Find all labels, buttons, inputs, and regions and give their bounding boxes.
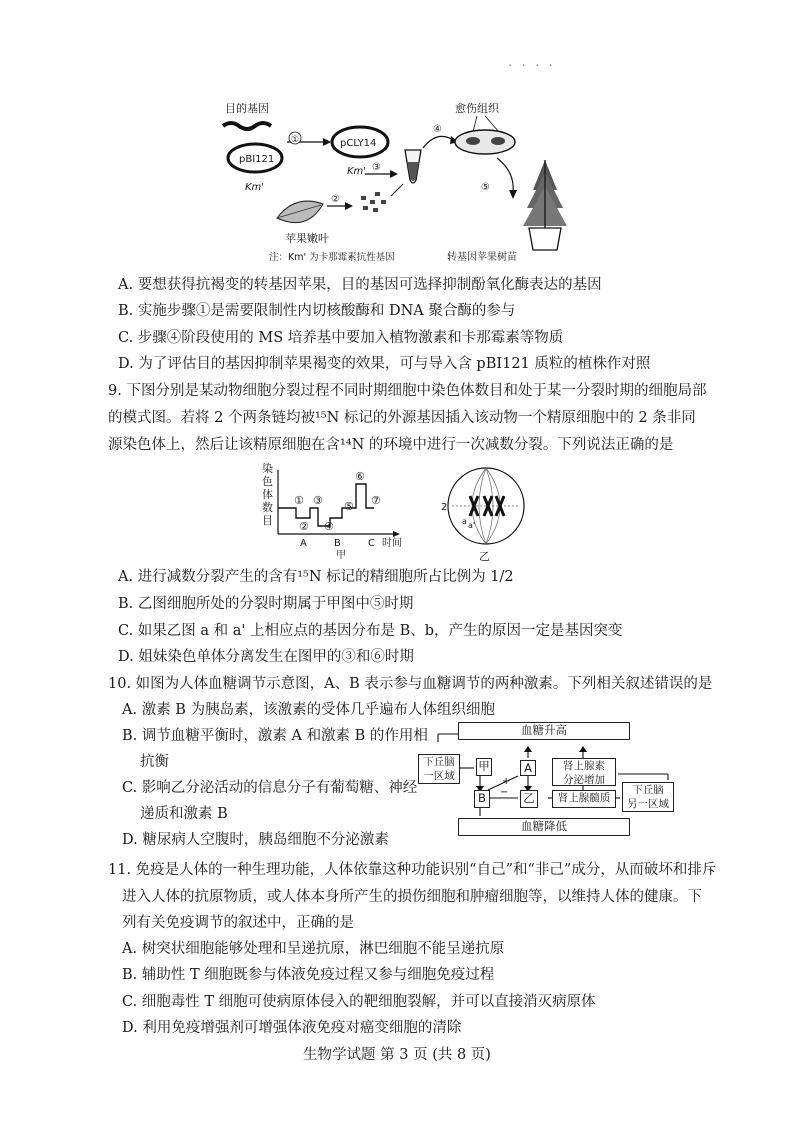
glucose-rise-box: 血糖升高 — [458, 722, 630, 740]
marker-6: ⑥ — [355, 470, 365, 483]
marker-3: ③ — [313, 494, 323, 507]
marker-2: ② — [299, 520, 309, 533]
figure-note: 注：Km' 为卡那霉素抗性基因 — [269, 252, 395, 263]
plasmid1-label: pBI121 — [239, 154, 275, 165]
gene-strand-icon — [223, 123, 271, 129]
cell-yi-box: 乙 — [520, 790, 538, 808]
q9-stem-line1: 9. 下图分别是某动物细胞分裂过程不同时期细胞中染色体数目和处于某一分裂时期的细胞局部 — [108, 383, 707, 399]
q9-graph-jia — [258, 462, 418, 562]
x-axis-label: 时间 — [382, 538, 402, 549]
q11-option-a: A. 树突状细胞能够处理和呈递抗原，淋巴细胞不能呈递抗原 — [122, 941, 505, 957]
q10-option-b-line2: 抗衡 — [140, 754, 169, 770]
page-footer: 生物学试题 第 3 页 (共 8 页) — [303, 1047, 491, 1063]
adrenal-medulla-box: 肾上腺髓质 — [552, 790, 616, 808]
q9-option-d: D. 姐妹染色单体分离发生在图甲的③和⑥时期 — [118, 649, 414, 665]
q11-option-c: C. 细胞毒性 T 细胞可使病原体侵入的靶细胞裂解，并可以直接消灭病原体 — [122, 994, 596, 1010]
q8-figure — [215, 100, 595, 265]
ylabel-char: 数 — [262, 501, 273, 514]
q8-figure-svg — [215, 100, 595, 265]
q10-option-c-line1: C. 影响乙分泌活动的信息分子有葡萄糖、神经 — [122, 780, 418, 796]
cell-yi-label: 乙 — [479, 550, 490, 563]
adrenaline-increase-box: 肾上腺素 分泌增加 — [552, 758, 616, 786]
ylabel-char: 染 — [262, 462, 273, 475]
q11-stem-line2: 进入人体的抗原物质，或人体本身所产生的损伤细胞和肿瘤细胞等，以维持人体的健康。下 — [122, 889, 702, 905]
corner-mark: . . . . — [508, 55, 556, 69]
ylabel-char: 体 — [262, 488, 273, 501]
hormone-a-box: A — [520, 760, 536, 776]
step5-label: ⑤ — [481, 182, 490, 193]
glucose-drop-box: 血糖降低 — [458, 818, 630, 836]
chromosomes-icon — [470, 496, 504, 516]
step1-label: ① — [291, 135, 300, 145]
gene-label: 目的基因 — [225, 102, 269, 115]
q9-stem-line2: 的模式图。若将 2 个两条链均被¹⁵N 标记的外源基因插入该动物一个精原细胞中的 2 条非同 — [108, 410, 696, 426]
segment-a: A — [300, 538, 307, 549]
q10-option-d: D. 糖尿病人空腹时，胰岛细胞不分泌激素 — [122, 832, 389, 848]
marker-1: ① — [294, 494, 304, 507]
q8-option-c: C. 步骤④阶段使用的 MS 培养基中要加入植物激素和卡那霉素等物质 — [118, 330, 564, 346]
graph-jia-label: 甲 — [336, 550, 346, 561]
leaf-discs-icon — [361, 192, 386, 212]
plasmid2-label: pCLY14 — [340, 138, 377, 149]
q11-stem-line1: 11. 免疫是人体的一种生理功能，人体依靠这种功能识别“自己”和“非己”成分，从而破坏和排斥 — [108, 862, 717, 878]
q8-option-b: B. 实施步骤①是需要限制性内切核酸酶和 DNA 聚合酶的参与 — [118, 303, 516, 319]
km2-label: Km' — [347, 166, 367, 177]
q8-option-d: D. 为了评估目的基因抑制苹果褐变的效果，可与导入含 pBI121 质粒的植株作对照 — [118, 356, 651, 372]
q9-option-c: C. 如果乙图 a 和 a' 上相应点的基因分布是 B、b，产生的原因一定是基因突变 — [118, 623, 623, 639]
seedling-label: 转基因苹果树苗 — [447, 252, 517, 263]
q9-cell-yi — [438, 462, 538, 564]
apple-seedling-icon — [523, 160, 567, 250]
step2-label: ② — [331, 194, 340, 205]
petri-dish-icon — [455, 130, 515, 154]
step4-label: ④ — [433, 124, 442, 135]
plus-sign: + — [502, 776, 511, 787]
q10-option-b-line1: B. 调节血糖平衡时，激素 A 和激素 B 的作用相 — [122, 728, 428, 744]
cell-jia-box: 甲 — [476, 758, 492, 776]
segment-b: B — [334, 538, 341, 549]
q10-stem: 10. 如图为人体血糖调节示意图，A、B 表示参与血糖调节的两种激素。下列相关叙述错误的是 — [108, 676, 713, 692]
hormone-b-box: B — [474, 790, 490, 808]
q9-option-a: A. 进行减数分裂产生的含有¹⁵N 标记的精细胞所占比例为 1/2 — [118, 569, 514, 585]
q10-option-c-line2: 递质和激素 B — [140, 806, 228, 822]
marker-5: ⑤ — [344, 500, 354, 513]
cell-number-label: 2 — [441, 502, 448, 513]
q8-option-a: A. 要想获得抗褐变的转基因苹果，目的基因可选择抑制酚氧化酶表达的基因 — [118, 277, 602, 293]
q10-diagram — [418, 720, 688, 840]
apple-leaf-icon — [277, 201, 323, 223]
hypothalamus-region-1-box: 下丘脑 一区域 — [418, 754, 460, 784]
km1-label: Km' — [245, 182, 265, 193]
allele-a-prime-label: a' — [468, 521, 476, 530]
q10-option-a: A. 激素 B 为胰岛素，该激素的受体几乎遍布人体组织细胞 — [122, 702, 496, 718]
q11-stem-line3: 列有关免疫调节的叙述中，正确的是 — [122, 915, 354, 931]
leaf-label: 苹果嫩叶 — [285, 232, 329, 245]
marker-7: ⑦ — [371, 494, 381, 507]
allele-a-label: a — [462, 517, 467, 526]
hypothalamus-region-2-box: 下丘脑 另一区域 — [622, 782, 674, 812]
step1-arrowhead-icon — [323, 138, 331, 146]
callus-label: 愈伤组织 — [455, 102, 499, 115]
segment-c: C — [368, 538, 375, 549]
q11-option-b: B. 辅助性 T 细胞既参与体液免疫过程又参与细胞免疫过程 — [122, 967, 495, 983]
q9-stem-line3: 源染色体上，然后让该精原细胞在含¹⁴N 的环境中进行一次减数分裂。下列说法正确的是 — [108, 437, 674, 453]
step3-label: ③ — [372, 162, 381, 173]
marker-4: ④ — [324, 520, 334, 533]
ylabel-char: 色 — [262, 475, 273, 488]
ylabel-char: 目 — [262, 514, 273, 527]
q11-option-d: D. 利用免疫增强剂可增强体液免疫对癌变细胞的清除 — [122, 1020, 462, 1036]
q9-option-b: B. 乙图细胞所处的分裂时期属于甲图中⑤时期 — [118, 596, 414, 612]
minus-sign: − — [500, 787, 509, 798]
